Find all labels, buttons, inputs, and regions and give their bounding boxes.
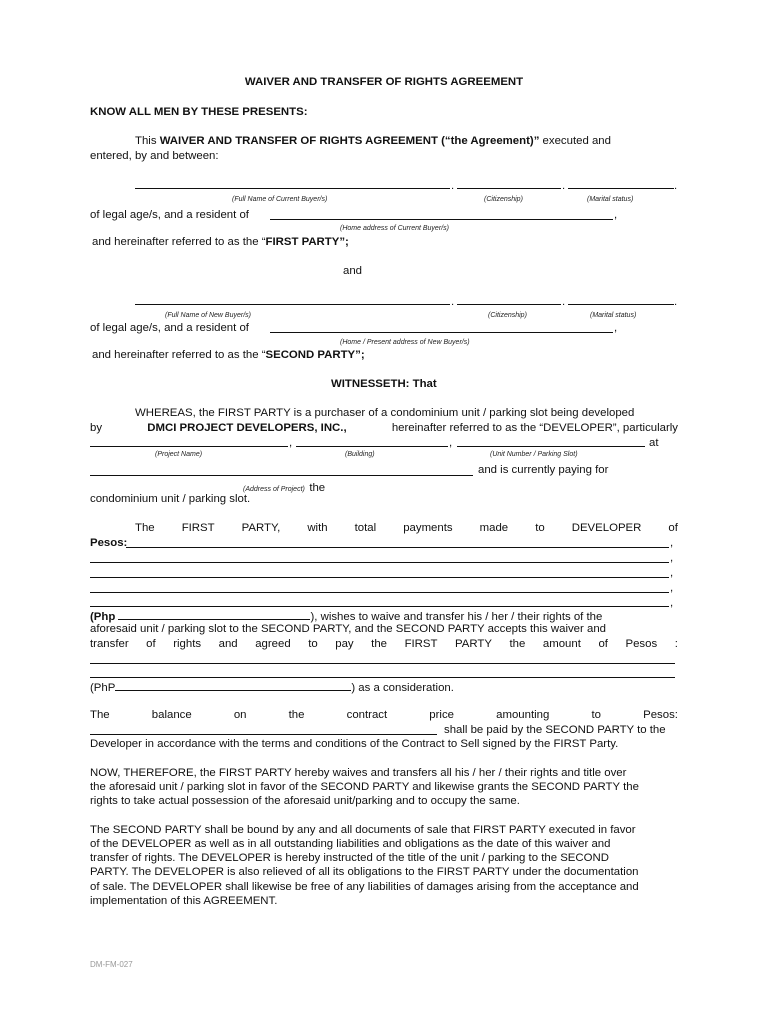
first-citizenship-blank[interactable] — [457, 188, 561, 189]
comma: . — [562, 296, 566, 308]
comma: , — [614, 322, 618, 334]
unit-number-blank[interactable] — [457, 446, 645, 447]
payment-word: of — [598, 638, 608, 650]
project-address-blank[interactable] — [90, 475, 473, 476]
comma: . — [562, 180, 566, 192]
second-citizenship-blank[interactable] — [457, 304, 561, 305]
document-title: WAIVER AND TRANSFER OF RIGHTS AGREEMENT — [244, 76, 524, 88]
intro-pre: This — [135, 135, 160, 147]
second-bound-line-3: transfer of rights. The DEVELOPER is hereby instructed of the title of the unit / parking to the SECOND — [90, 852, 609, 864]
payment-word: to — [535, 522, 545, 534]
caption-building: (Building) — [345, 451, 375, 458]
comma: , — [670, 552, 674, 564]
whereas-line-2-rest: hereinafter referred to as the “DEVELOPER”, particularly — [391, 422, 678, 434]
payment-word: FIRST — [181, 522, 215, 534]
payment-line-3 — [90, 637, 678, 652]
consideration-words-blank[interactable] — [90, 663, 675, 664]
payment-word: PARTY — [455, 638, 492, 650]
payment-word: FIRST — [404, 638, 438, 650]
comma: , — [670, 582, 674, 594]
payment-word: with — [307, 522, 328, 534]
payment-word: the — [371, 638, 388, 650]
witnesseth-heading: WITNESSETH: That — [331, 378, 437, 390]
first-address-blank[interactable] — [270, 219, 613, 220]
balance-line-1 — [90, 708, 678, 723]
second-bound-line-6: implementation of this AGREEMENT. — [90, 895, 278, 907]
php2-label: (PhP — [90, 682, 116, 694]
now-therefore-line-3: rights to take actual possession of the aforesaid unit/parking and to occupy the same. — [90, 795, 520, 807]
second-name-blank[interactable] — [135, 304, 450, 305]
building-blank[interactable] — [296, 446, 448, 447]
payment-line-2: aforesaid unit / parking slot to the SECOND PARTY, and the SECOND PARTY accepts this waiver and — [90, 623, 606, 635]
project-name-blank[interactable] — [90, 446, 288, 447]
the-word: the — [309, 482, 326, 494]
intro-line-2: entered, by and between: — [90, 150, 219, 162]
address-project-caption-row — [243, 478, 325, 496]
balance-word: contract — [346, 709, 388, 721]
caption-citizenship: (Citizenship) — [484, 196, 523, 203]
comma: . — [451, 296, 455, 308]
first-party-label: FIRST PARTY”; — [265, 236, 349, 248]
balance-word: price — [429, 709, 454, 721]
php2-amount-blank[interactable] — [115, 679, 351, 691]
period: . — [674, 296, 678, 308]
balance-word: Pesos: — [643, 709, 678, 721]
php2-post: ) as a consideration. — [351, 682, 454, 694]
first-referred — [92, 235, 349, 249]
payment-word: Pesos — [625, 638, 658, 650]
pesos-blank-line[interactable] — [90, 592, 669, 593]
balance-line-3: Developer in accordance with the terms and conditions of the Contract to Sell signed by the FIRST Party. — [90, 738, 619, 750]
pesos-blank-line[interactable] — [90, 562, 669, 563]
payment-word: agreed — [255, 638, 291, 650]
intro-post: executed and — [539, 135, 611, 147]
caption-marital-status: (Marital status) — [590, 312, 637, 319]
payment-word: DEVELOPER — [571, 522, 642, 534]
balance-word: amounting — [496, 709, 550, 721]
caption-unit-number: (Unit Number / Parking Slot) — [490, 451, 578, 458]
payment-word: transfer — [90, 638, 129, 650]
payment-word: of — [668, 522, 678, 534]
payment-word: the — [509, 638, 526, 650]
balance-word: The — [90, 709, 110, 721]
payment-word: made — [479, 522, 509, 534]
pesos-label: Pesos: — [90, 537, 128, 549]
referred-pre: and hereinafter referred to as the “ — [92, 349, 266, 361]
first-marital-blank[interactable] — [568, 188, 674, 189]
by-word: by — [90, 422, 103, 434]
comma: , — [289, 437, 293, 449]
caption-address-of-project: (Address of Project) — [243, 486, 305, 493]
payment-word: : — [674, 638, 678, 650]
balance-word: on — [233, 709, 247, 721]
caption-current-address: (Home address of Current Buyer/s) — [340, 225, 449, 232]
caption-new-buyer-name: (Full Name of New Buyer/s) — [165, 312, 251, 319]
comma: , — [670, 537, 674, 549]
comma: . — [451, 180, 455, 192]
currently-paying: and is currently paying for — [478, 464, 609, 476]
comma: , — [670, 567, 674, 579]
second-party-label: SECOND PARTY”; — [265, 349, 365, 361]
payment-word: The — [135, 522, 155, 534]
comma: , — [449, 437, 453, 449]
second-address-blank[interactable] — [270, 332, 613, 333]
intro-line-1 — [135, 134, 611, 148]
at-word: at — [649, 437, 659, 449]
php-amount-blank[interactable] — [118, 608, 310, 620]
comma: , — [614, 209, 618, 221]
know-all-heading: KNOW ALL MEN BY THESE PRESENTS: — [90, 106, 308, 118]
intro-bold: WAIVER AND TRANSFER OF RIGHTS AGREEMENT (“the Agreement)” — [159, 135, 540, 147]
caption-current-buyer-name: (Full Name of Current Buyer/s) — [232, 196, 328, 203]
comma: , — [670, 597, 674, 609]
period: . — [674, 180, 678, 192]
consideration-words-blank[interactable] — [90, 677, 675, 678]
pesos-blank-line[interactable] — [90, 577, 669, 578]
second-bound-line-4: PARTY. The DEVELOPER is also relieved of all its obligations to the FIRST PARTY under the documentation — [90, 866, 639, 878]
php-post: ), wishes to waive and transfer his / her / their rights of the — [310, 611, 603, 623]
form-code: DM-FM-027 — [90, 960, 133, 969]
pesos-blank-line[interactable] — [90, 606, 669, 607]
second-bound-line-2: of the DEVELOPER as well as in all outstanding liabilities and obligations as the date of this waiver and — [90, 838, 611, 850]
now-therefore-line-2: the aforesaid unit / parking slot in favor of the SECOND PARTY and likewise grants the SECOND PARTY the — [90, 781, 639, 793]
second-referred — [92, 348, 365, 362]
payment-word: amount — [542, 638, 581, 650]
payment-word: pay — [335, 638, 354, 650]
php2-amount-line — [90, 679, 454, 695]
balance-line-2-rest: shall be paid by the SECOND PARTY to the — [444, 724, 666, 736]
balance-word: to — [591, 709, 601, 721]
whereas-line-5: condominium unit / parking slot. — [90, 493, 251, 505]
second-bound-line-5: of sale. The DEVELOPER shall likewise be free of any liabilities of damages arising from the acceptance and — [90, 881, 639, 893]
first-legal-age: of legal age/s, and a resident of — [90, 209, 249, 221]
whereas-line-1: WHEREAS, the FIRST PARTY is a purchaser of a condominium unit / parking slot being developed — [135, 407, 635, 419]
payment-word: total — [354, 522, 377, 534]
payment-line-1 — [135, 521, 678, 536]
second-marital-blank[interactable] — [568, 304, 674, 305]
payment-word: payments — [403, 522, 453, 534]
payment-word: rights — [173, 638, 202, 650]
payment-word: of — [146, 638, 156, 650]
payment-word: to — [308, 638, 318, 650]
now-therefore-line-1: NOW, THEREFORE, the FIRST PARTY hereby waives and transfers all his / her / their rights and title over — [90, 767, 627, 779]
second-legal-age: of legal age/s, and a resident of — [90, 322, 249, 334]
and-text: and — [343, 265, 363, 277]
whereas-line-2 — [90, 421, 678, 436]
balance-word: the — [288, 709, 305, 721]
second-bound-line-1: The SECOND PARTY shall be bound by any and all documents of sale that FIRST PARTY executed in favor — [90, 824, 636, 836]
pesos-words-blank[interactable] — [126, 547, 669, 548]
caption-marital-status: (Marital status) — [587, 196, 634, 203]
caption-new-address: (Home / Present address of New Buyer/s) — [340, 339, 470, 346]
caption-project-name: (Project Name) — [155, 451, 203, 458]
referred-pre: and hereinafter referred to as the “ — [92, 236, 266, 248]
php-label: (Php — [90, 611, 116, 623]
payment-word: and — [218, 638, 238, 650]
caption-citizenship: (Citizenship) — [488, 312, 527, 319]
balance-amount-blank[interactable] — [90, 734, 437, 735]
payment-word: PARTY, — [241, 522, 281, 534]
developer-name: DMCI PROJECT DEVELOPERS, INC., — [147, 422, 347, 434]
first-name-blank[interactable] — [135, 188, 450, 189]
balance-word: balance — [151, 709, 192, 721]
